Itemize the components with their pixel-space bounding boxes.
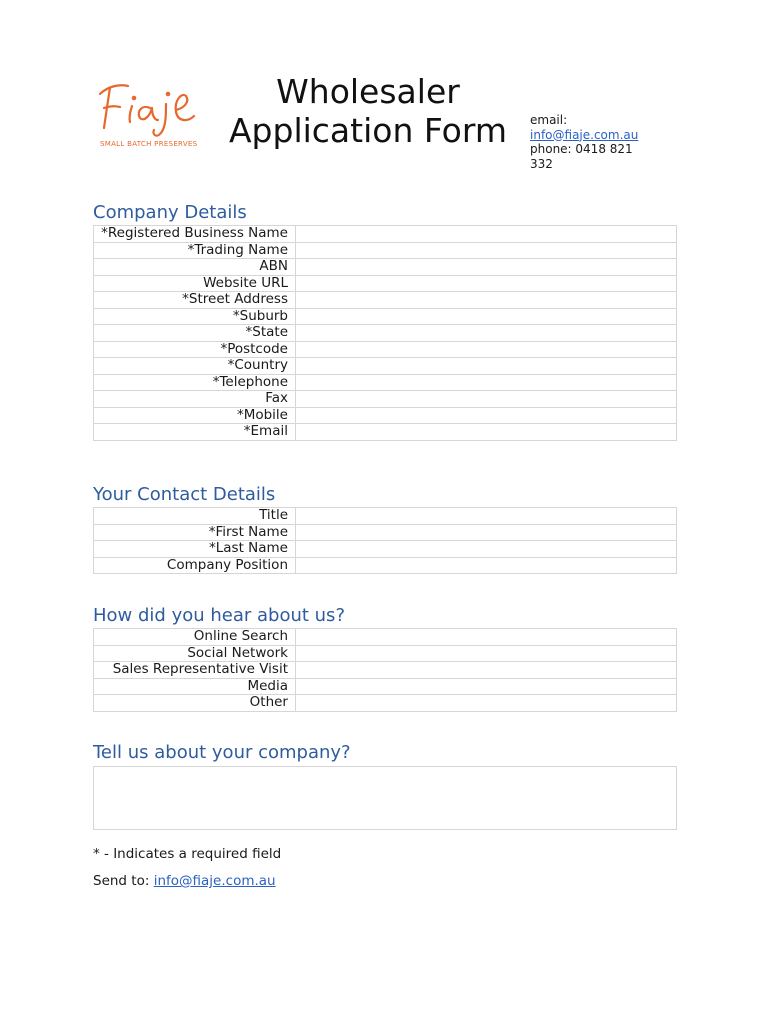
send-to-email-link[interactable]: info@fiaje.com.au [153, 873, 276, 889]
about-company-textarea[interactable] [93, 766, 677, 830]
table-row [94, 629, 677, 646]
street-address-input[interactable] [296, 292, 677, 309]
table-row [94, 557, 677, 574]
sales-rep-visit-input[interactable] [296, 662, 677, 679]
email-link[interactable]: info@fiaje.com.au [530, 127, 639, 142]
field-label: *Mobile [94, 407, 296, 424]
table-row [94, 341, 677, 358]
field-label: Social Network [94, 645, 296, 662]
field-label: *Street Address [94, 292, 296, 309]
field-label: *Country [94, 358, 296, 375]
phone-line-2: 332 [530, 156, 553, 171]
table-row [94, 259, 677, 276]
table-row [94, 242, 677, 259]
field-label: Title [94, 508, 296, 525]
email-input[interactable] [296, 424, 677, 441]
last-name-input[interactable] [296, 541, 677, 558]
online-search-input[interactable] [296, 629, 677, 646]
abn-input[interactable] [296, 259, 677, 276]
table-row [94, 424, 677, 441]
field-label: Other [94, 695, 296, 712]
field-label: Media [94, 678, 296, 695]
field-label: *Suburb [94, 308, 296, 325]
table-row [94, 374, 677, 391]
table-row [94, 308, 677, 325]
field-label: *Last Name [94, 541, 296, 558]
table-row [94, 358, 677, 375]
field-label: *Telephone [94, 374, 296, 391]
table-row [94, 508, 677, 525]
field-label: Online Search [94, 629, 296, 646]
media-input[interactable] [296, 678, 677, 695]
field-label: Fax [94, 391, 296, 408]
table-row [94, 662, 677, 679]
table-row [94, 325, 677, 342]
title-line-1: Wholesaler [276, 72, 460, 111]
country-input[interactable] [296, 358, 677, 375]
table-row [94, 275, 677, 292]
hear-about-table [93, 628, 677, 712]
table-row [94, 391, 677, 408]
field-label: *Trading Name [94, 242, 296, 259]
table-row [94, 541, 677, 558]
contact-info [530, 113, 660, 171]
email-label: email: [530, 113, 568, 127]
registered-business-name-input[interactable] [296, 226, 677, 243]
suburb-input[interactable] [296, 308, 677, 325]
logo-tagline: SMALL BATCH PRESERVES [100, 140, 198, 148]
send-to-label: Send to: [93, 873, 150, 889]
table-row [94, 695, 677, 712]
table-row [94, 226, 677, 243]
send-to-line [93, 873, 276, 889]
about-company-heading: Tell us about your company? [93, 742, 351, 763]
company-details-heading: Company Details [93, 202, 247, 223]
table-row [94, 524, 677, 541]
field-label: *State [94, 325, 296, 342]
hear-about-heading: How did you hear about us? [93, 605, 345, 626]
company-position-input[interactable] [296, 557, 677, 574]
mobile-input[interactable] [296, 407, 677, 424]
contact-details-heading: Your Contact Details [93, 484, 276, 505]
field-label: *Email [94, 424, 296, 441]
field-label: *First Name [94, 524, 296, 541]
table-row [94, 407, 677, 424]
website-url-input[interactable] [296, 275, 677, 292]
field-label: ABN [94, 259, 296, 276]
field-label: *Postcode [94, 341, 296, 358]
phone-line-1: phone: 0418 821 [530, 142, 633, 156]
field-label: *Registered Business Name [94, 226, 296, 243]
company-details-table [93, 225, 677, 441]
field-label: Website URL [94, 275, 296, 292]
field-label: Company Position [94, 557, 296, 574]
state-input[interactable] [296, 325, 677, 342]
required-field-note: * - Indicates a required field [93, 846, 282, 862]
field-label: Sales Representative Visit [94, 662, 296, 679]
telephone-input[interactable] [296, 374, 677, 391]
postcode-input[interactable] [296, 341, 677, 358]
table-row [94, 678, 677, 695]
contact-details-table [93, 507, 677, 574]
table-row [94, 645, 677, 662]
social-network-input[interactable] [296, 645, 677, 662]
first-name-input[interactable] [296, 524, 677, 541]
trading-name-input[interactable] [296, 242, 677, 259]
fax-input[interactable] [296, 391, 677, 408]
other-input[interactable] [296, 695, 677, 712]
title-input[interactable] [296, 508, 677, 525]
page-title [212, 72, 524, 150]
title-line-2: Application Form [228, 111, 507, 150]
table-row [94, 292, 677, 309]
